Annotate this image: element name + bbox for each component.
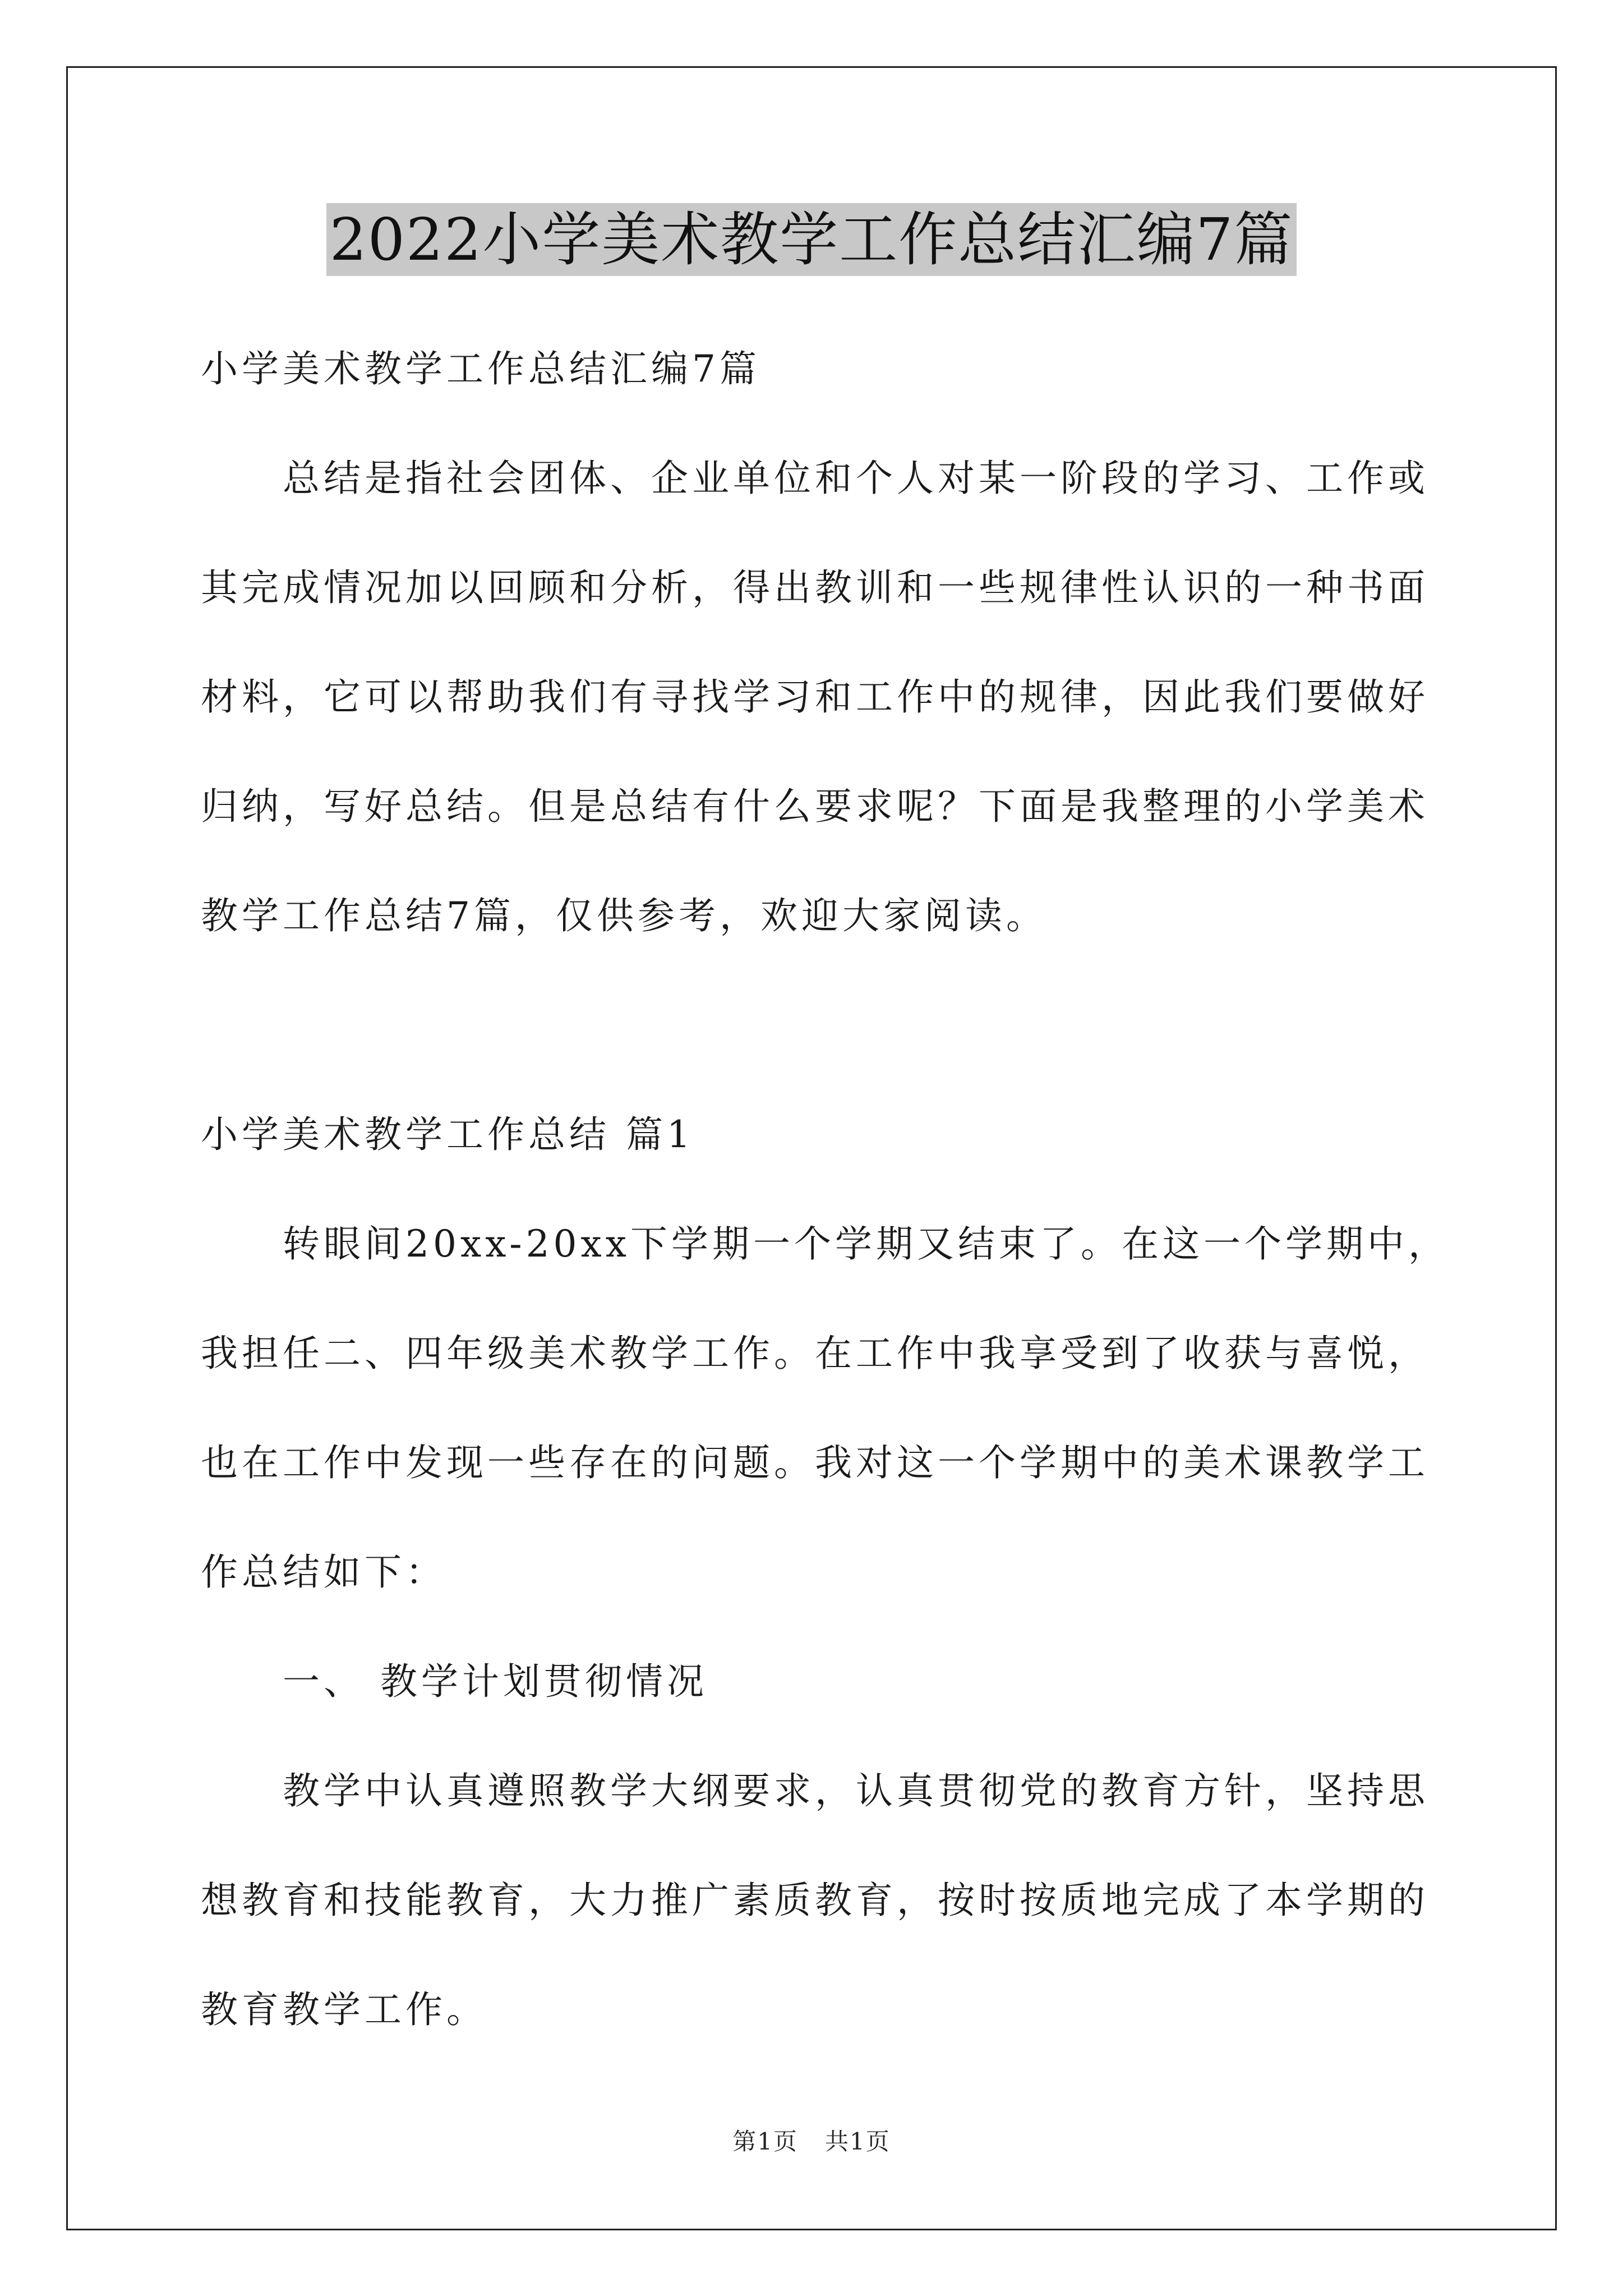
document-body (201, 314, 1449, 2064)
page-footer (0, 2125, 1623, 2159)
subsection-line: 教育教学工作。 (201, 1988, 487, 2031)
section-line: 作总结如下： (201, 1550, 446, 1594)
intro-line: 归纳，写好总结。但是总结有什么要求呢？下面是我整理的小学美术 (201, 785, 1429, 828)
intro-line: 总结是指社会团体、企业单位和个人对某一阶段的学习、工作或 (283, 457, 1429, 500)
intro-line: 其完成情况加以回顾和分析，得出教训和一些规律性认识的一种书面 (201, 566, 1429, 609)
subsection-line: 教学中认真遵照教学大纲要求，认真贯彻党的教育方针，坚持思 (283, 1769, 1429, 1812)
intro-line: 材料，它可以帮助我们有寻找学习和工作中的规律，因此我们要做好 (201, 675, 1429, 719)
intro-line: 教学工作总结7篇，仅供参考，欢迎大家阅读。 (201, 894, 1047, 937)
subsection-heading: 一、 教学计划贯彻情况 (283, 1660, 708, 1703)
title-container (0, 203, 1623, 276)
subsection-line: 想教育和技能教育，大力推广素质教育，按时按质地完成了本学期的 (201, 1879, 1429, 1922)
section-line: 转眼间20xx-20xx下学期一个学期又结束了。在这一个学期中， (283, 1222, 1449, 1266)
section-line: 我担任二、四年级美术教学工作。在工作中我享受到了收获与喜悦， (201, 1332, 1429, 1375)
document-title: 2022小学美术教学工作总结汇编7篇 (326, 203, 1297, 276)
section-heading: 小学美术教学工作总结 篇1 (201, 1113, 694, 1156)
section-line: 也在工作中发现一些存在的问题。我对这一个学期中的美术课教学工 (201, 1441, 1429, 1484)
document-subtitle: 小学美术教学工作总结汇编7篇 (201, 347, 760, 390)
page-total: 共1页 (825, 2128, 891, 2155)
page-number: 第1页 (732, 2128, 798, 2155)
